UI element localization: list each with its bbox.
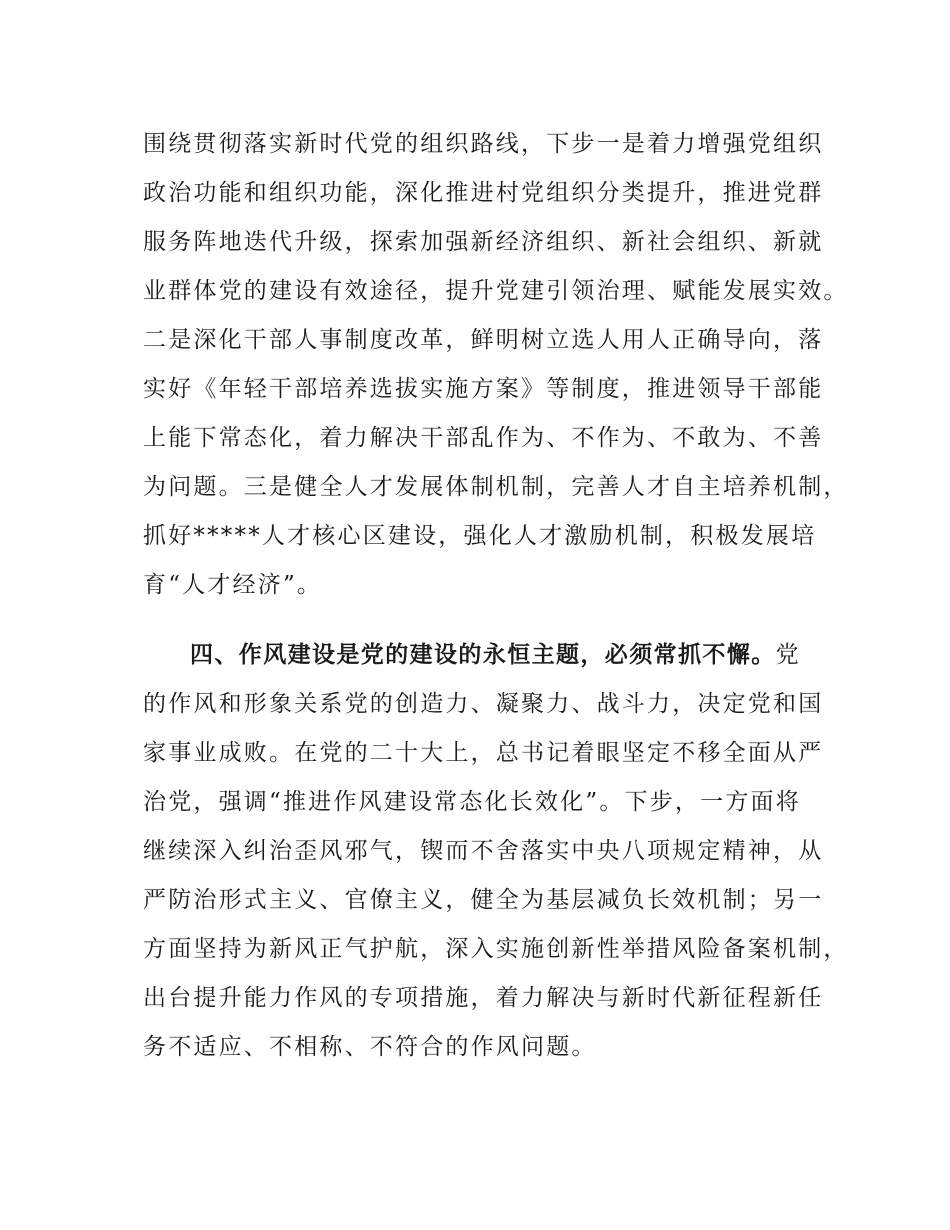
text-line: 业群体党的建设有效途径，提升党建引领治理、赋能发展实效。	[143, 278, 849, 304]
text-line: 方面坚持为新风正气护航，深入实施创新性举措风险备案机制，	[143, 936, 849, 962]
paragraph-spacer	[143, 610, 823, 631]
document-body	[143, 120, 849, 1072]
paragraph-org-building	[143, 120, 849, 610]
text-line-first	[143, 631, 823, 680]
text-line: 政治功能和组织功能，深化推进村党组织分类提升，推进党群	[143, 180, 824, 206]
text-line: 为问题。三是健全人才发展体制机制，完善人才自主培养机制，	[143, 474, 849, 500]
text-line: 治党，强调“推进作风建设常态化长效化”。下步，一方面将	[143, 789, 801, 815]
heading-trailing-text: 党	[775, 642, 801, 668]
text-line: 育“人才经济”。	[143, 572, 323, 598]
text-line: 出台提升能力作风的专项措施，着力解决与新时代新征程新任	[143, 985, 824, 1011]
text-line: 抓好*****人才核心区建设，强化人才激励机制，积极发展培	[143, 523, 817, 549]
text-line: 严防治形式主义、官僚主义，健全为基层减负长效机制；另一	[143, 887, 824, 913]
text-line: 继续深入纠治歪风邪气，锲而不舍落实中央八项规定精神，从	[143, 838, 824, 864]
text-line: 的作风和形象关系党的创造力、凝聚力、战斗力，决定党和国	[143, 691, 824, 717]
text-line: 实好《年轻干部培养选拔实施方案》等制度，推进领导干部能	[143, 376, 824, 402]
text-line: 围绕贯彻落实新时代党的组织路线，下步一是着力增强党组织	[143, 131, 824, 157]
text-line: 上能下常态化，着力解决干部乱作为、不作为、不敢为、不善	[143, 425, 824, 451]
text-line: 家事业成败。在党的二十大上，总书记着眼坚定不移全面从严	[143, 740, 824, 766]
paragraph-work-style	[143, 631, 849, 1072]
text-line: 务不适应、不相称、不符合的作风问题。	[143, 1034, 597, 1060]
section-heading: 四、作风建设是党的建设的永恒主题，必须常抓不懈。	[190, 642, 776, 668]
text-line: 服务阵地迭代升级，探索加强新经济组织、新社会组织、新就	[143, 229, 824, 255]
text-line: 二是深化干部人事制度改革，鲜明树立选人用人正确导向，落	[143, 327, 824, 353]
